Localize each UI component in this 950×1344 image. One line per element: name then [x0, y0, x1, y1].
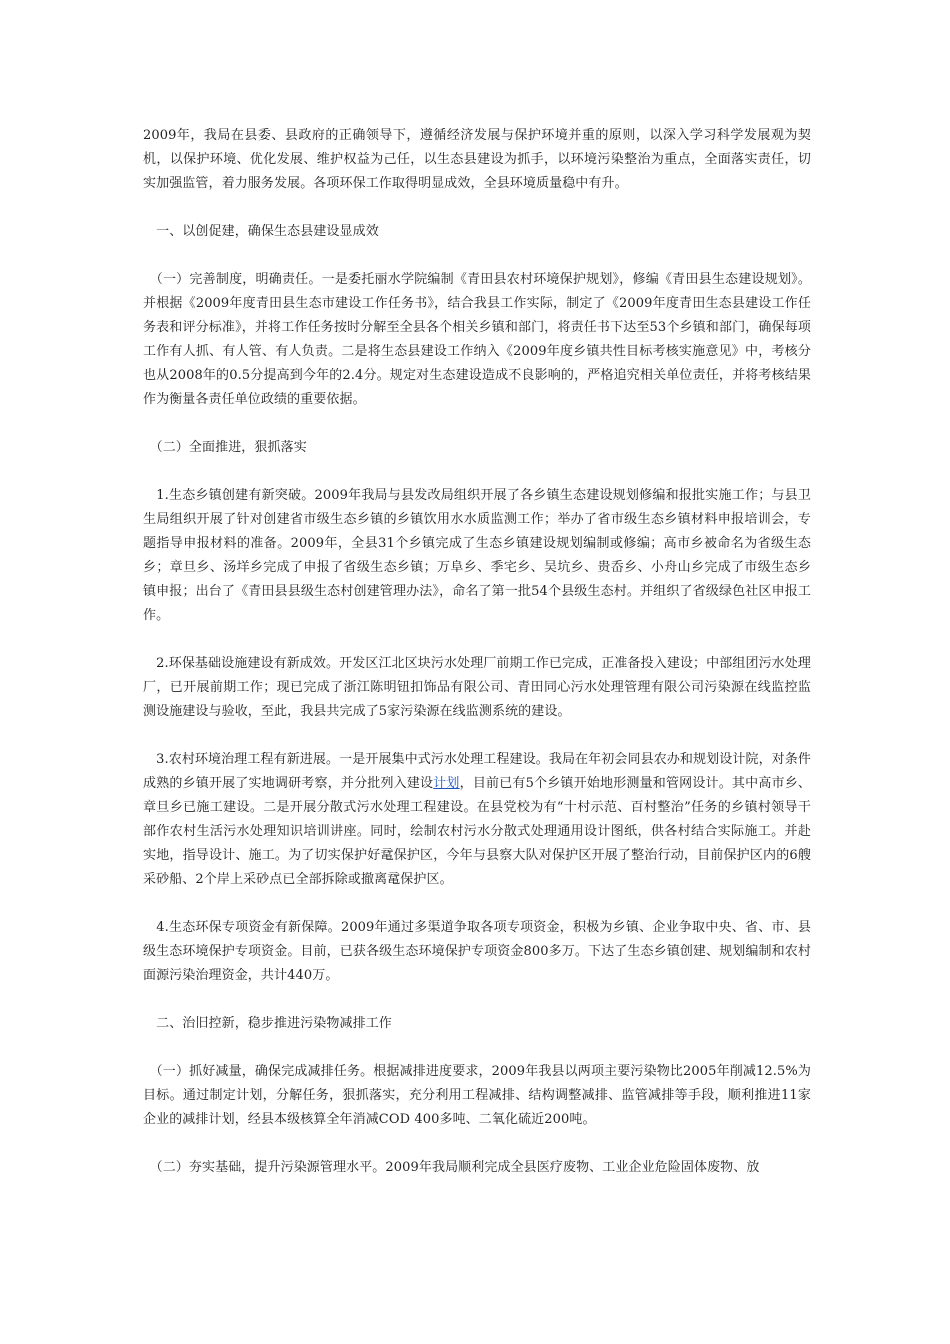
section-2-paragraph-2: （二）夯实基础，提升污染源管理水平。2009年我局顺利完成全县医疗废物、工业企业危险固体废物、放: [143, 1160, 760, 1175]
item-1-paragraph: 1.生态乡镇创建有新突破。2009年我局与县发改局组织开展了各乡镇生态建设规划修编和报批实施工作；与县卫生局组织开展了针对创建省市级生态乡镇的乡镇饮用水水质监测工作；举办了省市级生态乡镇材料申报培训会，专题指导申报材料的准备。2009年，全县31个乡镇完成了生态乡镇建设规划编制或修编；高市乡被命名为省级生态乡；章旦乡、汤垟乡完成了申报了省级生态乡镇；万阜乡、季宅乡、吴坑乡、贵岙乡、小舟山乡完成了市级生态乡镇申报；出台了《青田县县级生态村创建管理办法》，命名了第一批54个县级生态村。并组织了省级绿色社区申报工作。: [143, 488, 811, 623]
section-1-title: 一、以创促建，确保生态县建设显成效: [143, 224, 379, 239]
section-1-subtitle-2: （二）全面推进，狠抓落实: [143, 440, 307, 455]
document-body: [143, 124, 811, 1204]
section-1-paragraph-1: （一）完善制度，明确责任。一是委托丽水学院编制《青田县农村环境保护规划》，修编《青田县生态建设规划》。并根据《2009年度青田县生态市建设工作任务书》，结合我县工作实际，制定了《2009年度青田生态县建设工作任务表和评分标准》，并将工作任务按时分解至全县各个相关乡镇和部门，将责任书下达至53个乡镇和部门，确保每项工作有人抓、有人管、有人负责。二是将生态县建设工作纳入《2009年度乡镇共性目标考核实施意见》中，考核分也从2008年的0.5分提高到今年的2.4分。规定对生态建设造成不良影响的，严格追究相关单位责任，并将考核结果作为衡量各责任单位政绩的重要依据。: [143, 272, 811, 407]
section-2-title: 二、治旧控新，稳步推进污染物减排工作: [143, 1016, 392, 1031]
intro-paragraph: 2009年，我局在县委、县政府的正确领导下，遵循经济发展与保护环境并重的原则，以深入学习科学发展观为契机，以保护环境、优化发展、维护权益为己任，以生态县建设为抓手，以环境污染整治为重点，全面落实责任，切实加强监管，着力服务发展。各项环保工作取得明显成效，全县环境质量稳中有升。: [143, 128, 811, 191]
item-4-paragraph: 4.生态环保专项资金有新保障。2009年通过多渠道争取各项专项资金，积极为乡镇、企业争取中央、省、市、县级生态环境保护专项资金。目前，已获各级生态环境保护专项资金800多万。下达了生态乡镇创建、规划编制和农村面源污染治理资金，共计440万。: [143, 920, 811, 983]
item-3-text-a: 3.农村环境治理工程有新进展。一是开展集中式污水处理工程建设。我局在年初会同县农办和规划设计院，对条件成熟的乡镇开展了实地调研考察，并分批列入建设: [143, 752, 811, 791]
section-2-paragraph-1: （一）抓好减量，确保完成减排任务。根据减排进度要求，2009年我县以两项主要污染物比2005年削减12.5%为目标。通过制定计划，分解任务，狠抓落实，充分利用工程减排、结构调整减排、监管减排等手段，顺利推进11家企业的减排计划，经县本级核算全年消减COD 400多吨、二氧化硫近200吨。: [143, 1064, 811, 1127]
item-3-text-b: ，目前已有5个乡镇开始地形测量和管网设计。其中高市乡、章旦乡已施工建设。二是开展分散式污水处理工程建设。在县党校为有“十村示范、百村整治”任务的乡镇村领导干部作农村生活污水处理知识培训讲座。同时，绘制农村污水分散式处理通用设计图纸，供各村结合实际施工。并赴实地，指导设计、施工。为了切实保护好鼋保护区，今年与县察大队对保护区开展了整治行动，目前保护区内的6艘采砂船、2个岸上采砂点已全部拆除或撤离鼋保护区。: [143, 776, 811, 887]
plan-link[interactable]: 计划: [433, 776, 460, 791]
item-3-paragraph: [143, 748, 811, 892]
item-2-paragraph: 2.环保基础设施建设有新成效。开发区江北区块污水处理厂前期工作已完成，正准备投入建设；中部组团污水处理厂，已开展前期工作；现已完成了浙江陈明钮扣饰品有限公司、青田同心污水处理管理有限公司污染源在线监控监测设施建设与验收，至此，我县共完成了5家污染源在线监测系统的建设。: [143, 656, 811, 719]
